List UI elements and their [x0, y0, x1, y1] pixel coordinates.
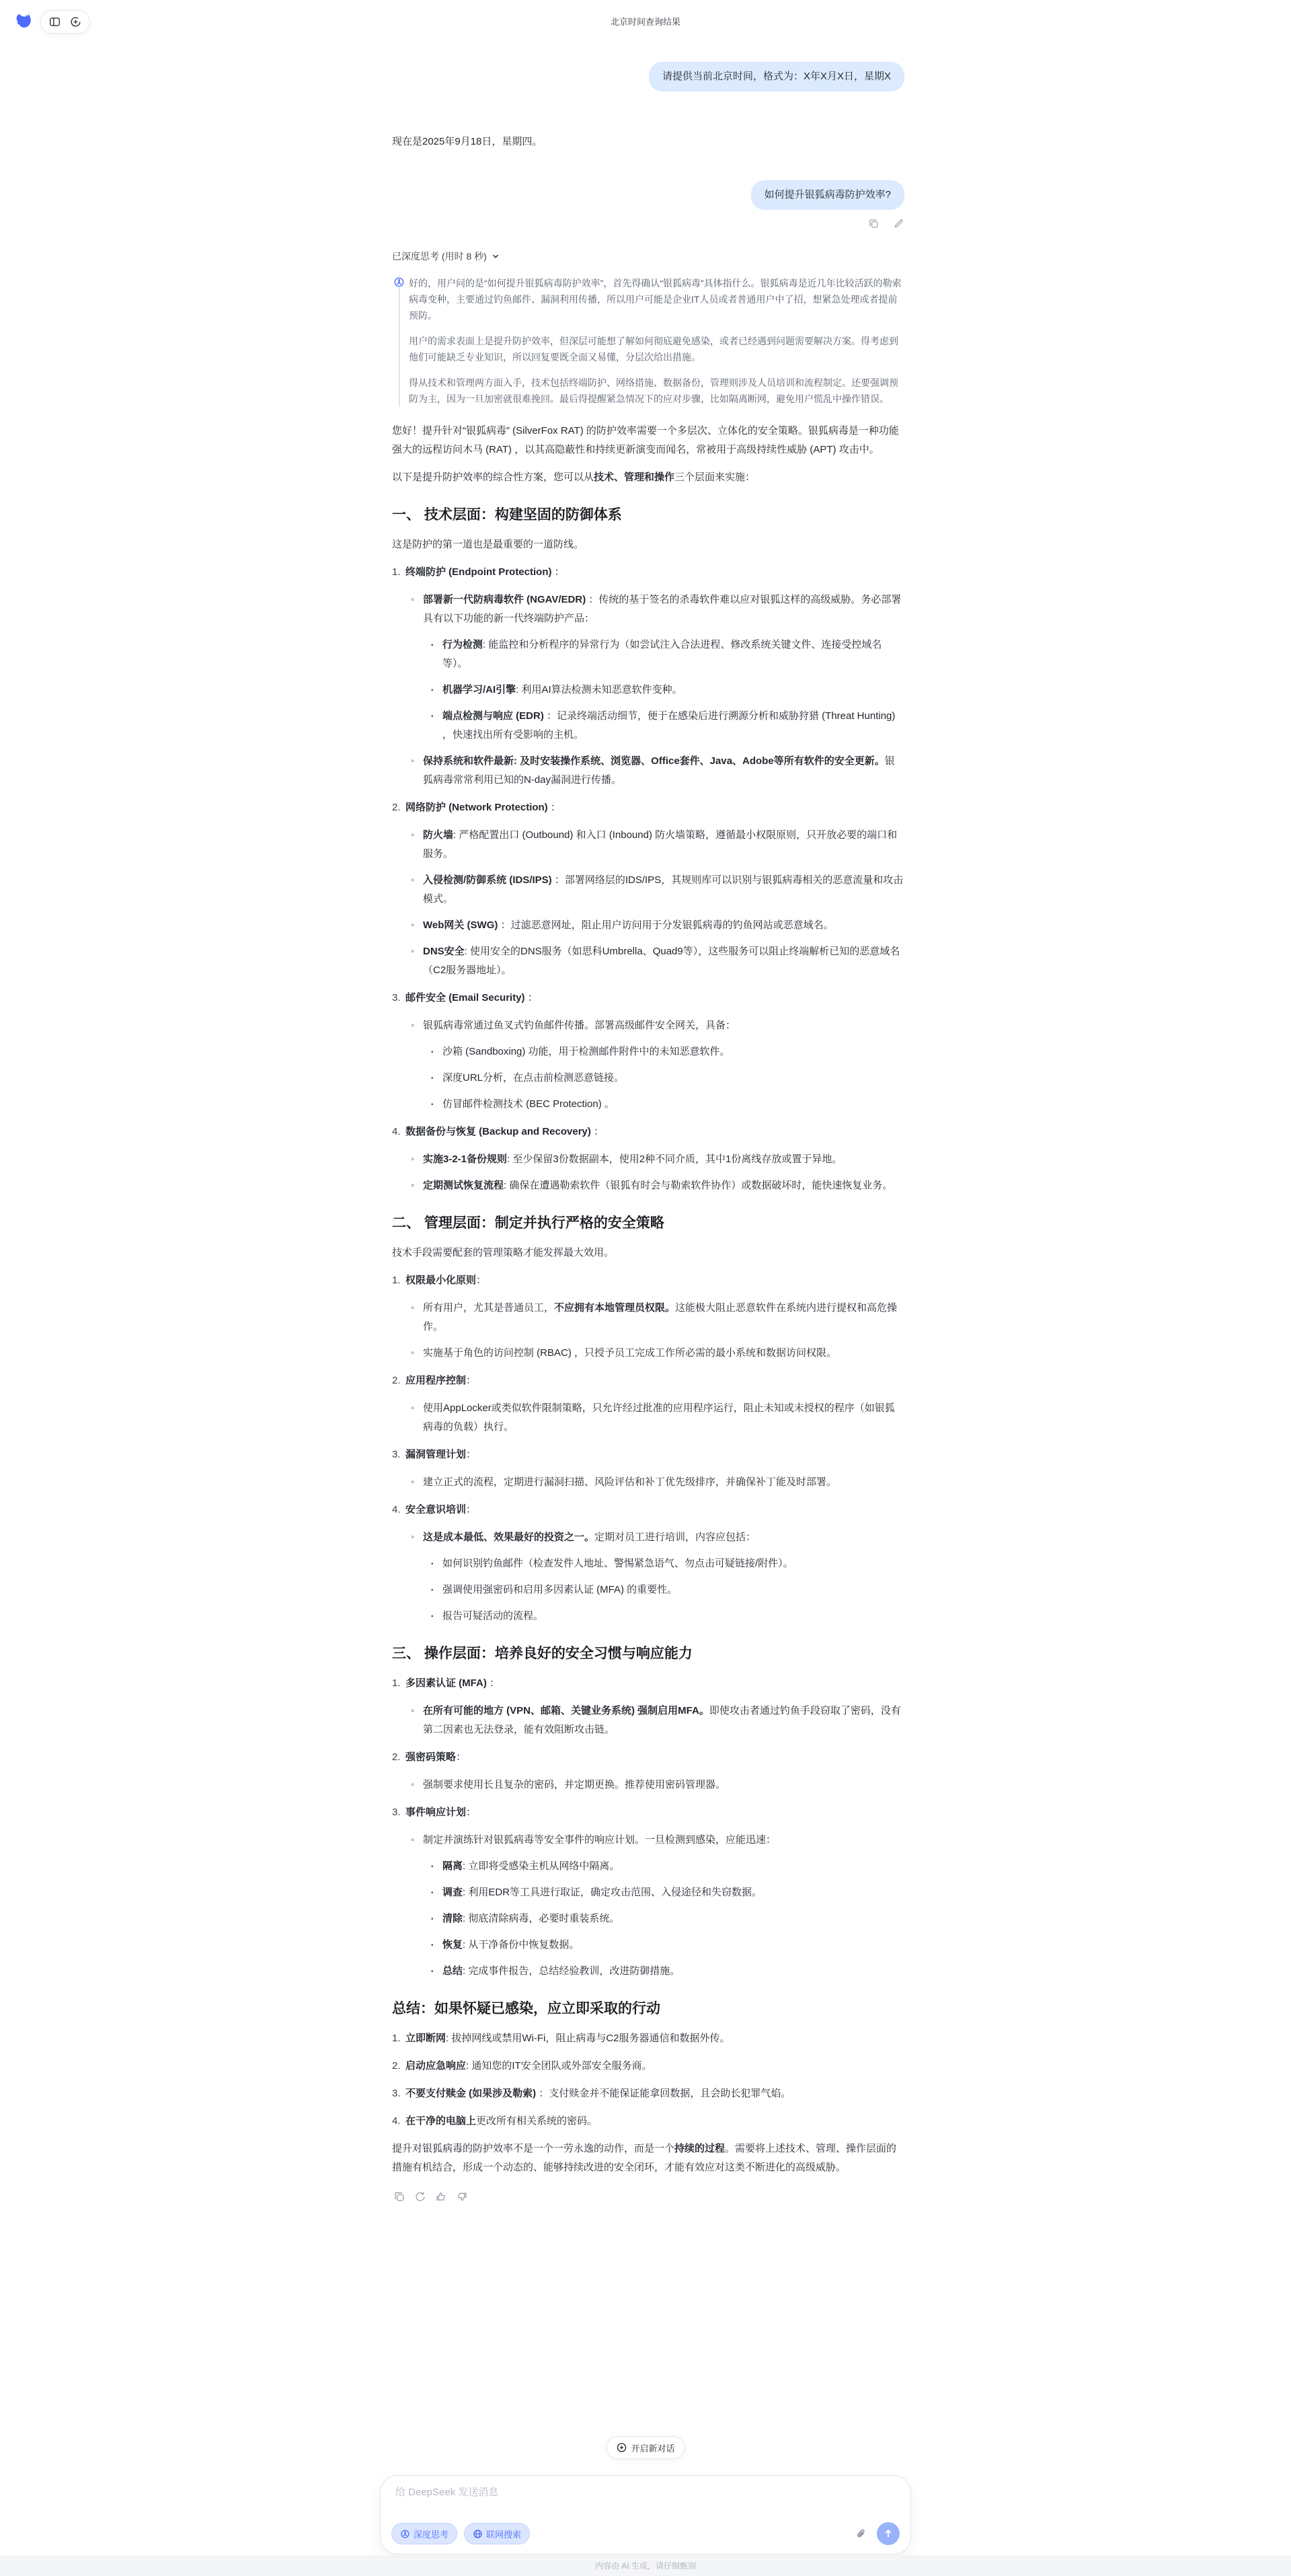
answer-block: 1. 立即断网: 拔掉网线或禁用Wi-Fi，阻止病毒与C2服务器通信和数据外传。 [392, 2033, 730, 2044]
answer-block: 这是防护的第一道也是最重要的一道防线。 [392, 539, 584, 550]
answer-block: ▪ 强调使用强密码和启用多因素认证 (MFA) 的重要性。 [431, 1584, 678, 1595]
like-button[interactable] [435, 2191, 447, 2203]
copy-button[interactable] [868, 218, 879, 229]
answer-block: 3. 事件响应计划： [392, 1807, 477, 1818]
edit-pencil-icon [893, 218, 904, 229]
user-message-bubble: 请提供当前北京时间，格式为：X年X月X日，星期X [649, 62, 904, 91]
answer-block: ▪ 恢复: 从干净备份中恢复数据。 [431, 1939, 580, 1950]
answer-block: 以下是提升防护效率的综合性方案，您可以从技术、管理和操作三个层面来实施： [392, 471, 756, 483]
answer-block: 3. 漏洞管理计划： [392, 1449, 477, 1460]
dislike-button[interactable] [456, 2191, 468, 2203]
answer-block: ◦ 防火墙: 严格配置出口 (Outbound) 和入口 (Inbound) 防火墙策略，遵循最小权限原则，只开放必要的端口和服务。 [411, 829, 898, 860]
answer-block: ▪ 端点检测与响应 (EDR) ：记录终端活动细节，便于在感染后进行溯源分析和威胁狩猎 (Threat Hunting) ，快速找出所有受影响的主机。 [431, 710, 896, 741]
answer-block: 2. 应用程序控制： [392, 1375, 477, 1386]
answer-block: 提升对银狐病毒的防护效率不是一个一劳永逸的动作，而是一个持续的过程。需要将上述技术、管理、操作层面的措施有机结合，形成一个动态的、能够持续改进的安全闭环，才能有效应对这类不断进化的高级威胁。 [392, 2143, 897, 2173]
answer-block: ◦ 这是成本最低、效果最好的投资之一。定期对员工进行培训，内容应包括： [411, 1531, 756, 1543]
answer-block: 4. 安全意识培训： [392, 1504, 477, 1515]
answer-blocks [392, 422, 904, 2177]
thinking-paragraphs [409, 275, 904, 407]
answer-block: 3. 邮件安全 (Email Security) ： [392, 992, 538, 1003]
answer-block: 1. 终端防护 (Endpoint Protection) ： [392, 566, 565, 578]
answer-block: ▪ 机器学习/AI引擎: 利用AI算法检测未知恶意软件变种。 [431, 684, 682, 695]
chevron-down-icon [492, 252, 500, 260]
thumbs-up-icon [435, 2191, 447, 2203]
answer-block: ◦ 实施基于角色的访问控制 (RBAC) ，只授予员工完成工作所必需的最小系统和数据访问权限。 [411, 1347, 837, 1359]
answer-block: ▪ 报告可疑活动的流程。 [431, 1610, 544, 1622]
user-message-bubble: 如何提升银狐病毒防护效率? [751, 180, 904, 210]
answer-block: 2. 网络防护 (Network Protection) ： [392, 802, 561, 813]
thumbs-down-icon [456, 2191, 468, 2203]
answer-block: ◦ 定期测试恢复流程: 确保在遭遇勒索软件（银狐有时会与勒索软件协作）或数据破坏时，能快速恢复业务。 [411, 1180, 893, 1191]
user-message-tools [387, 218, 904, 229]
message-composer [380, 2475, 911, 2554]
answer-block: 2. 启动应急响应: 通知您的IT安全团队或外部安全服务商。 [392, 2060, 652, 2072]
answer-block: ◦ 使用AppLocker或类似软件限制策略，只允许经过批准的应用程序运行，阻止未知或未授权的程序（如银狐病毒的负载）执行。 [411, 1402, 895, 1433]
new-chat-label: 开启新对话 [631, 2443, 675, 2454]
deepthink-atom-icon [393, 276, 405, 288]
footer-disclaimer: 内容由 AI 生成，请仔细甄别 [0, 2556, 1291, 2576]
edit-button[interactable] [893, 218, 904, 229]
answer-block: ▪ 行为检测: 能监控和分析程序的异常行为（如尝试注入合法进程、修改系统关键文件、连接受控域名等）。 [431, 639, 882, 669]
paperclip-icon [855, 2528, 867, 2540]
answer-block: ▪ 调查: 利用EDR等工具进行取证，确定攻击范围、入侵途径和失窃数据。 [431, 1887, 762, 1898]
answer-heading: 一、 技术层面：构建坚固的防御体系 [392, 507, 622, 523]
deep-think-toggle[interactable] [391, 2523, 457, 2544]
send-button[interactable] [877, 2522, 900, 2545]
answer-block: ◦ Web网关 (SWG) ：过滤恶意网址，阻止用户访问用于分发银狐病毒的钓鱼网站或恶意域名。 [411, 919, 834, 931]
regenerate-button[interactable] [414, 2191, 426, 2203]
message-input[interactable] [395, 2487, 799, 2498]
answer-block: ◦ 部署新一代防病毒软件 (NGAV/EDR) ：传统的基于签名的杀毒软件难以应对银狐这样的高级威胁。务必部署具有以下功能的新一代终端防护产品： [411, 594, 902, 624]
answer-block: ◦ 建立正式的流程，定期进行漏洞扫描、风险评估和补丁优先级排序，并确保补丁能及时部署。 [411, 1476, 837, 1488]
answer-heading: 三、 操作层面：培养良好的安全习惯与响应能力 [392, 1646, 693, 1661]
answer-tools [393, 2191, 904, 2203]
answer-block: ◦ 保持系统和软件最新: 及时安装操作系统、浏览器、Office套件、Java、Adobe等所有软件的安全更新。银狐病毒常常利用已知的N-day漏洞进行传播。 [411, 755, 895, 786]
answer-block: ◦ 在所有可能的地方 (VPN、邮箱、关键业务系统) 强制启用MFA。即使攻击者通过钓鱼手段窃取了密码，没有第二因素也无法登录，能有效阻断攻击链。 [411, 1705, 901, 1735]
answer-block: ▪ 深度URL分析，在点击前检测恶意链接。 [431, 1072, 625, 1084]
copy-icon [868, 218, 879, 229]
answer-block: 4. 在干净的电脑上更改所有相关系统的密码。 [392, 2115, 598, 2127]
assistant-answer [392, 422, 904, 2203]
answer-block: ▪ 清除: 彻底清除病毒，必要时重装系统。 [431, 1913, 620, 1924]
answer-block: ◦ 银狐病毒常通过鱼叉式钓鱼邮件传播。部署高级邮件安全网关，具备： [411, 1020, 736, 1031]
answer-block: ◦ 所有用户，尤其是普通员工，不应拥有本地管理员权限。这能极大阻止恶意软件在系统内进行提权和高危操作。 [411, 1302, 898, 1332]
thinking-paragraph: 用户的需求表面上是提升防护效率，但深层可能想了解如何彻底避免感染，或者已经遇到问题需要解决方案。得考虑到他们可能缺乏专业知识，所以回复要既全面又易懂，分层次给出措施。 [409, 336, 898, 363]
thinking-paragraph: 得从技术和管理两方面入手，技术包括终端防护、网络措施、数据备份，管理则涉及人员培训和流程制定。还要强调预防为主，因为一旦加密就很难挽回。最后得提醒紧急情况下的应对步骤，比如隔离断网，避免用户慌乱中操作错误。 [409, 377, 898, 404]
answer-block: ◦ 实施3-2-1备份规则: 至少保留3份数据副本，使用2种不同介质，其中1份离线存放或置于异地。 [411, 1153, 843, 1165]
refresh-icon [414, 2191, 426, 2203]
answer-block: ▪ 隔离: 立即将受感染主机从网络中隔离。 [431, 1860, 620, 1872]
attach-file-button[interactable] [855, 2528, 867, 2540]
assistant-message: 现在是2025年9月18日，星期四。 [392, 136, 543, 147]
answer-block: 1. 多因素认证 (MFA) ： [392, 1677, 500, 1689]
answer-block: ◦ 制定并演练针对银狐病毒等安全事件的响应计划。一旦检测到感染，应能迅速： [411, 1834, 777, 1846]
page-title: 北京时间查询结果 [610, 17, 680, 27]
web-search-toggle[interactable] [464, 2523, 530, 2544]
answer-heading: 二、 管理层面：制定并执行严格的安全策略 [392, 1215, 664, 1231]
chat-column [387, 0, 904, 2203]
thinking-paragraph: 好的，用户问的是“如何提升银狐病毒防护效率”，首先得确认“银狐病毒”具体指什么。银狐病毒是近几年比较活跃的勒索病毒变种，主要通过钓鱼邮件、漏洞利用传播，所以用户可能是企业IT人员或者普通用户中了招，想紧急处理或者提前预防。 [409, 278, 902, 321]
globe-icon [473, 2529, 483, 2539]
answer-block: ▪ 总结: 完成事件报告，总结经验教训，改进防御措施。 [431, 1965, 680, 1977]
answer-block: 3. 不要支付赎金 (如果涉及勒索) ：支付赎金并不能保证能拿回数据，且会助长犯罪气焰。 [392, 2088, 791, 2099]
answer-block: ◦ 入侵检测/防御系统 (IDS/IPS) ：部署网络层的IDS/IPS，其规则库可以识别与银狐病毒相关的恶意流量和攻击模式。 [411, 874, 904, 905]
deepthink-atom-icon [400, 2529, 410, 2539]
copy-icon [393, 2191, 405, 2203]
answer-block: 您好！提升针对“银狐病毒” (SilverFox RAT) 的防护效率需要一个多层次、立体化的安全策略。银狐病毒是一种功能强大的远程访问木马 (RAT) ，以其高隐蔽性和持续更新演变而闻名，常被用于高级持续性威胁 (APT) 攻击中。 [392, 425, 899, 455]
thinking-header-label: 已深度思考 (用时 8 秒) [392, 251, 487, 262]
answer-heading: 总结：如果怀疑已感染，应立即采取的行动 [392, 2001, 660, 2016]
answer-block: 2. 强密码策略： [392, 1751, 467, 1763]
answer-block: 技术手段需要配套的管理策略才能发挥最大效用。 [392, 1247, 615, 1258]
answer-block: ▪ 如何识别钓鱼邮件（检查发件人地址、警惕紧急语气、勿点击可疑链接/附件）。 [431, 1558, 793, 1569]
plus-circle-icon [616, 2442, 627, 2453]
answer-block: 4. 数据备份与恢复 (Backup and Recovery) ： [392, 1126, 604, 1137]
deep-think-label: 深度思考 [414, 2529, 449, 2540]
start-new-chat-button[interactable] [606, 2436, 684, 2459]
copy-button[interactable] [393, 2191, 405, 2203]
answer-block: ▪ 仿冒邮件检测技术 (BEC Protection) 。 [431, 1098, 615, 1110]
answer-block: 1. 权限最小化原则： [392, 1275, 487, 1286]
answer-block: ◦ 强制要求使用长且复杂的密码，并定期更换。推荐使用密码管理器。 [411, 1779, 726, 1790]
thinking-toggle[interactable] [392, 250, 500, 263]
thinking-block [399, 275, 904, 407]
answer-block: ◦ DNS安全: 使用安全的DNS服务（如思科Umbrella、Quad9等），这些服务可以阻止终端解析已知的恶意域名（C2服务器地址）。 [411, 946, 900, 976]
arrow-up-icon [883, 2528, 894, 2539]
web-search-label: 联网搜索 [486, 2529, 522, 2540]
answer-block: ▪ 沙箱 (Sandboxing) 功能，用于检测邮件附件中的未知恶意软件。 [431, 1046, 730, 1057]
